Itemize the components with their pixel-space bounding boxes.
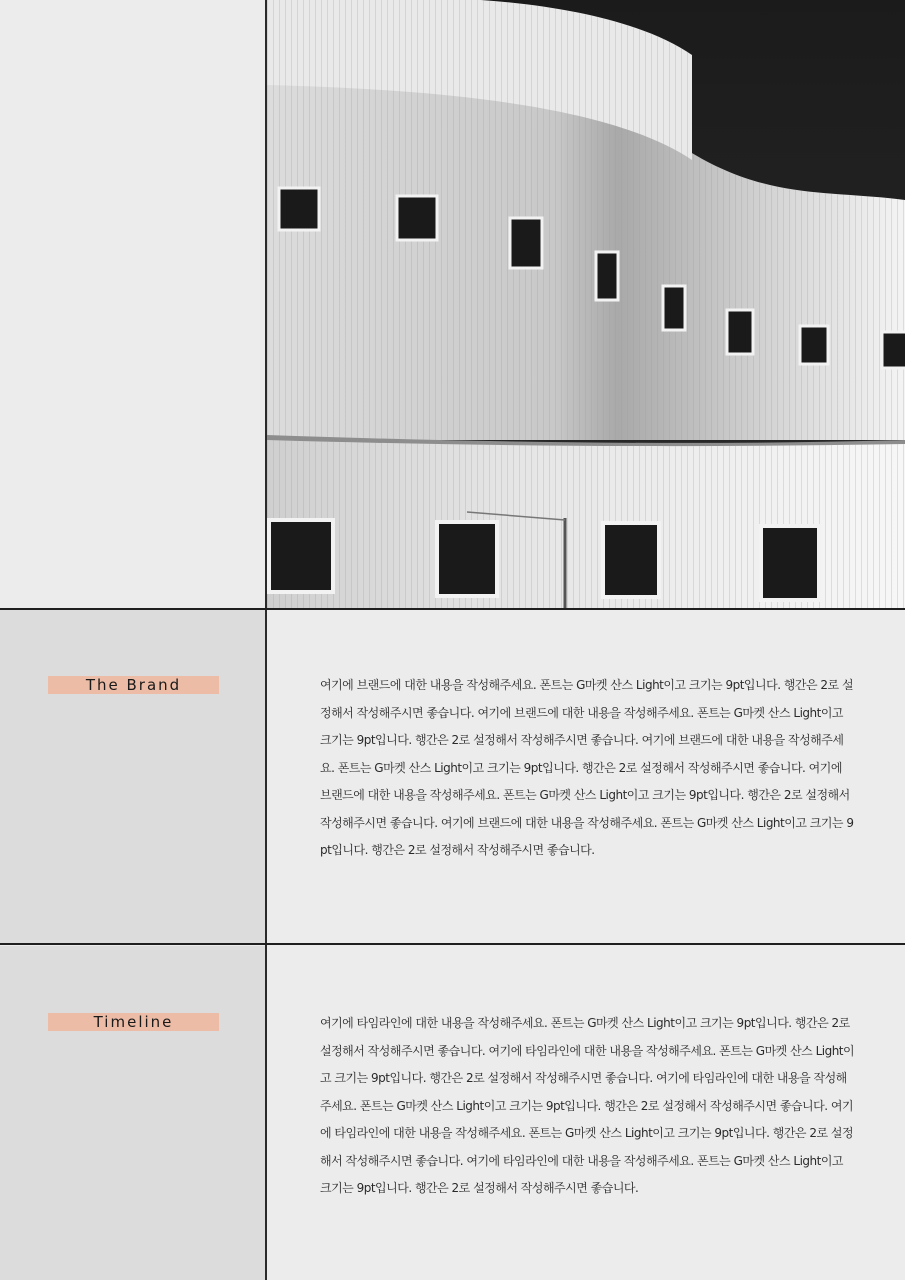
brand-section-title: The Brand: [48, 676, 219, 694]
left-blank-panel: [0, 0, 266, 608]
brand-body-text: 여기에 브랜드에 대한 내용을 작성해주세요. 폰트는 G마켓 산스 Light이고 크기는 9pt입니다. 행간은 2로 설정해서 작성해주시면 좋습니다. 여기에 브랜드에 대한 내용을 작성해주세요. 폰트는 G마켓 산스 Light이고 크기는 9pt입니다. 행간은 2로 설정해서 작성해주시면 좋습니다. 여기에 브랜드에 대한 내용을 작성해주세요. 폰트는 G마켓 산스 Light이고 크기는 9pt입니다. 행간은 2로 설정해서 작성해주시면 좋습니다. 여기에 브랜드에 대한 내용을 작성해주세요. 폰트는 G마켓 산스 Light이고 크기는 9pt입니다. 행간은 2로 설정해서 작성해주시면 좋습니다. 여기에 브랜드에 대한 내용을 작성해주세요. 폰트는 G마켓 산스 Light이고 크기는 9pt입니다. 행간은 2로 설정해서 작성해주시면 좋습니다.: [320, 678, 854, 857]
horizontal-divider: [0, 608, 905, 610]
building-photo: [267, 0, 905, 608]
left-panel-timeline: [0, 946, 266, 1280]
timeline-section-title: Timeline: [48, 1013, 219, 1031]
horizontal-divider: [0, 943, 905, 945]
timeline-body-text: 여기에 타임라인에 대한 내용을 작성해주세요. 폰트는 G마켓 산스 Light이고 크기는 9pt입니다. 행간은 2로 설정해서 작성해주시면 좋습니다. 여기에 타임라인에 대한 내용을 작성해주세요. 폰트는 G마켓 산스 Light이고 크기는 9pt입니다. 행간은 2로 설정해서 작성해주시면 좋습니다. 여기에 타임라인에 대한 내용을 작성해주세요. 폰트는 G마켓 산스 Light이고 크기는 9pt입니다. 행간은 2로 설정해서 작성해주시면 좋습니다. 여기에 타임라인에 대한 내용을 작성해주세요. 폰트는 G마켓 산스 Light이고 크기는 9pt입니다. 행간은 2로 설정해서 작성해주시면 좋습니다. 여기에 타임라인에 대한 내용을 작성해주세요. 폰트는 G마켓 산스 Light이고 크기는 9pt입니다. 행간은 2로 설정해서 작성해주시면 좋습니다.: [320, 1016, 855, 1195]
left-panel-brand: [0, 610, 266, 944]
vertical-divider: [265, 0, 267, 1280]
